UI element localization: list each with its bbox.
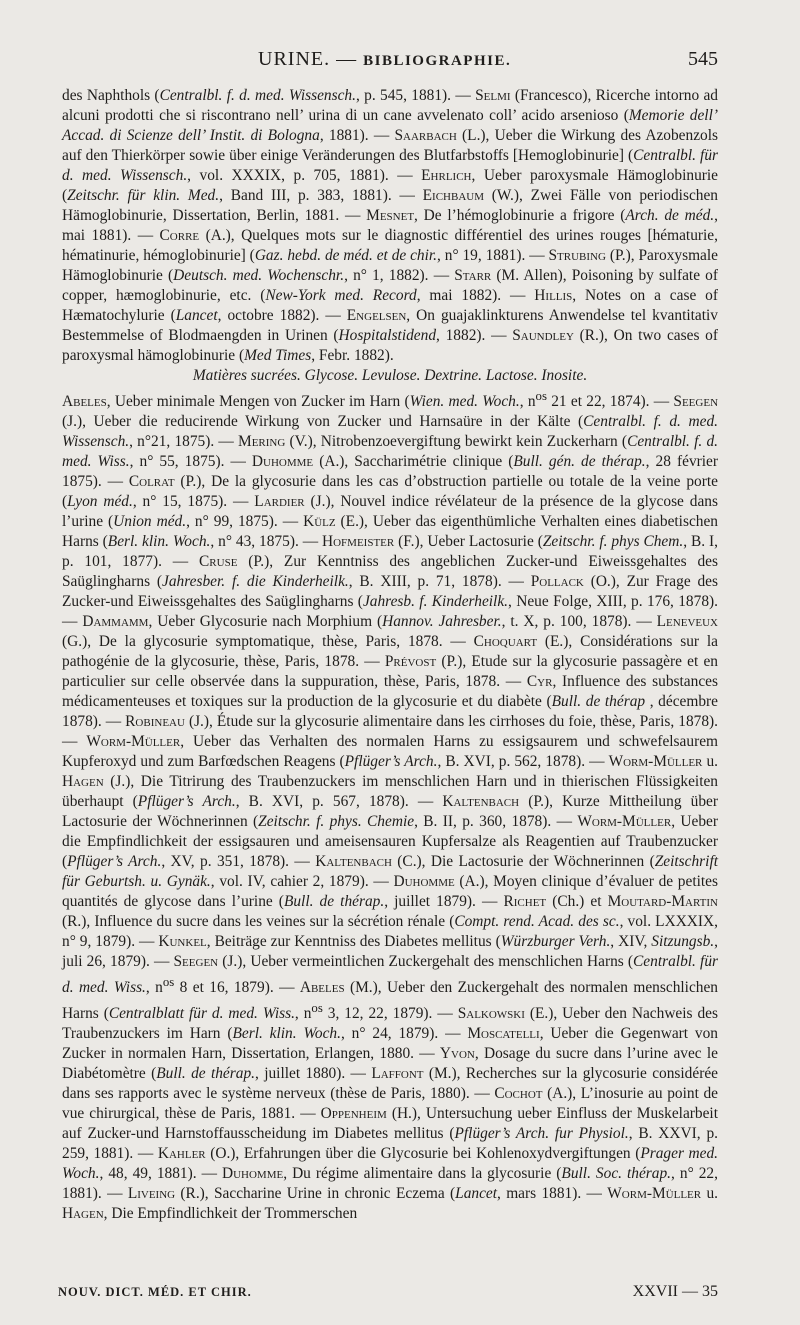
- running-header: [58, 48, 718, 74]
- header-title: [258, 48, 511, 71]
- bibliography-body: [62, 86, 718, 1224]
- bibliography-paragraph-2: Abeles, Ueber minimale Mengen von Zucker im Harn (Wien. med. Woch., $n^{os}$ 21 et 22, 1874). — Seegen (J.), Ueber die reducirende Wirkung von Zucker und Harnsaüre in der Kälte (Centralbl. f. d. med. Wissensch., n°21, 1875). — Mering (V.), Nitrobenzoevergiftung bewirkt kein Zuckerharn (Centralbl. f. d. med. Wiss., n° 55, 1875). — Duhomme (A.), Saccharimétrie clinique (Bull. gén. de thérap., 28 février 1875). — Colrat (P.), De la glycosurie dans les cas d’obstruction partielle ou totale de la veine porte (Lyon méd., n° 15, 1875). — Lardier (J.), Nouvel indice révélateur de la présence de la glycose dans l’urine (Union méd., n° 99, 1875). — Külz (E.), Ueber das eigenthümliche Verhalten eines diabetischen Harns (Berl. klin. Woch., n° 43, 1875). — Hofmeister (F.), Ueber Lactosurie (Zeitschr. f. phys Chem., B. I, p. 101, 1877). — Cruse (P.), Zur Kenntniss des angeblichen Zucker-und Eiweissgehaltes des Saüglingharns (Jahresber. f. die Kinderheilk., B. XIII, p. 71, 1878). — Pollack (O.), Zur Frage des Zucker-und Eiweissgehaltes des Saüglingharns (Jahresb. f. Kinderheilk., Neue Folge, XIII, p. 176, 1878). — Dammamm, Ueber Glycosurie nach Morphium (Hannov. Jahresber., t. X, p. 100, 1878). — Leneveux (G.), De la glycosurie symptomatique, thèse, Paris, 1878. — Choquart (E.), Considérations sur la pathogénie de la glycosurie, thèse, Paris, 1878. — Prévost (P.), Etude sur la glycosurie passagère et en particulier sur celle observée dans la suppuration, thèse, Paris, 1878. — Cyr, Influence des substances médicamenteuses et toxiques sur la production de la glycosurie et du diabète (Bull. de thérap , décembre 1878). — Robineau (J.), Étude sur la glycosurie alimentaire dans les cirrhoses du foie, thèse, Paris, 1878). — Worm-Müller, Ueber das Verhalten des normalen Harns zu essigsaurem und schwefelsaurem Kupferoxyd und zum Barfœdschen Reagens (Pflüger’s Arch., B. XVI, p. 562, 1878). — Worm-Müller u. Hagen (J.), Die Titrirung des Traubenzuckers im menschlichen Harn und in thierischen Flüssigkeiten überhaupt (Pflüger’s Arch., B. XVI, p. 567, 1878). — Kaltenbach (P.), Kurze Mittheilung über Lactosurie der Wöchnerinnen (Zeitschr. f. phys. Chemie, B. II, p. 360, 1878). — Worm-Müller, Ueber die Empfindlichkeit der essigsauren und ameisensauren Kupfersalze als Reagentien auf Traubenzucker (Pflüger’s Arch., XV, p. 351, 1878). — Kaltenbach (C.), Die Lactosurie der Wöchnerinnen (Zeitschrift für Geburtsh. u. Gynäk., vol. IV, cahier 2, 1879). — Duhomme (A.), Moyen clinique d’évaluer de petites quantités de glycose dans l’urine (Bull. de thérap., juillet 1879). — Richet (Ch.) et Moutard-Martin (R.), Influence du sucre dans les veines sur la sécrétion rénale (Compt. rend. Acad. des sc., vol. LXXXIX, n° 9, 1879). — Kunkel, Beiträge zur Kenntniss des Diabetes mellitus (Würzburger Verh., XIV, Sitzungsb., juli 26, 1879). — Seegen (J.), Ueber vermeintlichen Zuckergehalt des menschlichen Harns (Centralbl. für d. med. Wiss., $n^{os}$ 8 et 16, 1879). — Abeles (M.), Ueber den Zuckergehalt des normalen menschlichen Harns (Centralblatt für d. med. Wiss., $n^{os}$ 3, 12, 22, 1879). — Salkowski (E.), Ueber den Nachweis des Traubenzuckers im Harn (Berl. klin. Woch., n° 24, 1879). — Moscatelli, Ueber die Gegenwart von Zucker in normalen Harn, Dissertation, Erlangen, 1880. — Yvon, Dosage du sucre dans l’urine avec le Diabétomètre (Bull. de thérap., juillet 1880). — Laffont (M.), Recherches sur la glycosurie considérée dans ses rapports avec le système nerveux (thèse de Paris, 1880). — Cochot (A.), L’inosurie au point de vue chirurgical, thèse de Paris, 1881. — Oppenheim (H.), Untersuchung ueber Einfluss der Muskelarbeit auf Zucker-und Harnstoffausscheidung im Diabetes mellitus (Pflüger’s Arch. fur Physiol., B. XXVI, p. 259, 1881). — Kahler (O.), Erfahrungen über die Glycosurie bei Kohlenoxydvergiftungen (Prager med. Woch., 48, 49, 1881). — Duhomme, Du régime alimentaire dans la glycosurie (Bull. Soc. thérap., n° 22, 1881). — Liveing (R.), Saccharine Urine in chronic Eczema (Lancet, mars 1881). — Worm-Müller u. Hagen, Die Empfindlichkeit der Trommerschen: [62, 389, 719, 1223]
- page-footer: [58, 1283, 718, 1305]
- footer-signature: NOUV. DICT. MÉD. ET CHIR.: [58, 1285, 252, 1299]
- section-heading: Matières sucrées. Glycose. Levulose. Dextrine. Lactose. Inosite.: [192, 367, 588, 384]
- footer-sheet-number: XXVII — 35: [632, 1283, 718, 1300]
- header-title-text: URINE.: [258, 48, 331, 70]
- header-subtitle: BIBLIOGRAPHIE.: [363, 53, 512, 69]
- page-number: 545: [688, 48, 718, 70]
- header-separator: —: [336, 48, 358, 70]
- bibliography-paragraph-1: des Naphthols (Centralbl. f. d. med. Wissensch., p. 545, 1881). — Selmi (Francesco), Ricerche intorno ad alcuni prodotti che si riscontrano nell’ urina di un cane avvelenato coll’ acido arsenioso (Memorie dell’ Accad. di Scienze dell’ Instit. di Bologna, 1881). — Saarbach (L.), Ueber die Wirkung des Azobenzols auf den Thierkörper sowie über einige Veränderungen des Blutfarbstoffs [Hemoglobinurie] (Centralbl. für d. med. Wissensch., vol. XXXIX, p. 705, 1881). — Ehrlich, Ueber paroxysmale Hämoglobinurie (Zeitschr. für klin. Med., Band III, p. 383, 1881). — Eichbaum (W.), Zwei Fälle von periodischen Hämoglobinurie, Dissertation, Berlin, 1881. — Mesnet, De l’hémoglobinurie a frigore (Arch. de méd., mai 1881). — Corre (A.), Quelques mots sur le diagnostic différentiel des urines rouges [hématurie, hématinurie, hémoglobinurie] (Gaz. hebd. de méd. et de chir., n° 19, 1881). — Strubing (P.), Paroxysmale Hämoglobinurie (Deutsch. med. Wochenschr., n° 1, 1882). — Starr (M. Allen), Poisoning by sulfate of copper, hæmoglobinurie, etc. (New-York med. Record, mai 1882). — Hillis, Notes on a case of Hæmatochylurie (Lancet, octobre 1882). — Engelsen, On guajaklinkturens Anwendelse tel kvantitativ Bestemmelse of Blodmaengden in Urinen (Hospitalstidend, 1882). — Saundley (R.), On two cases of paroxysmal hämoglobinurie (Med Times, Febr. 1882).: [62, 87, 719, 364]
